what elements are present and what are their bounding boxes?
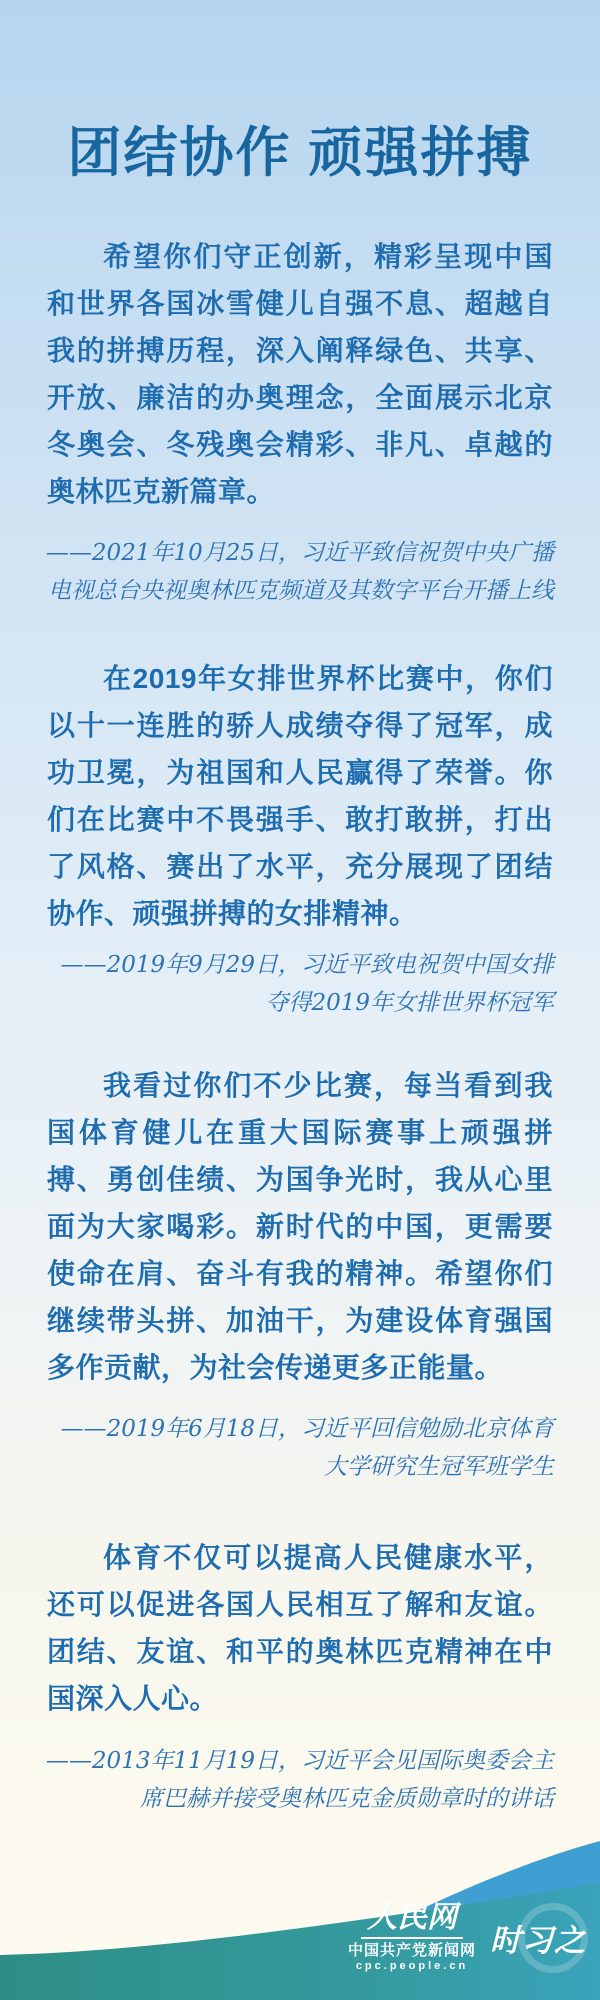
people-daily-script-logo: 人民网: [361, 1903, 463, 1939]
cpc-news-site-name: 中国共产党新闻网: [347, 1942, 476, 1959]
poster-title: 团结协作 顽强拼搏: [67, 123, 533, 184]
shixizhi-column-logo: [490, 1901, 590, 1974]
quote-attribution-4: ——2013年11月19日，习近平会见国际奥委会主席巴赫并接受奥林匹克金质勋章时的讲话: [45, 1748, 554, 1812]
quote-text-2: 在2019年女排世界杯比赛中，你们以十一连胜的骄人成绩夺得了冠军，成功卫冕，为祖国和人民赢得了荣誉。你们在比赛中不畏强手、敢打敢拼，打出了风格、赛出了水平，充分展现了团结协作、顽强拼搏的女排精神。: [47, 663, 553, 929]
footer-logos: [348, 1901, 590, 1974]
shixizhi-label: 时习之: [490, 1923, 586, 1958]
quote-text-1: 希望你们守正创新，精彩呈现中国和世界各国冰雪健儿自强不息、超越自我的拼搏历程，深入阐释绿色、共享、开放、廉洁的办奥理念，全面展示北京冬奥会、冬残奥会精彩、非凡、卓越的奥林匹克新篇章。: [47, 241, 553, 507]
people-daily-logo: [347, 1900, 476, 1972]
quote-attribution-2: ——2019年9月29日，习近平致电祝贺中国女排夺得2019年女排世界杯冠军: [60, 952, 554, 1016]
cpc-news-site-url: cpc.people.cn: [355, 1960, 469, 1972]
quote-attribution-1: ——2021年10月25日，习近平致信祝贺中央广播电视总台央视奥林匹克频道及其数字平台开播上线: [45, 540, 554, 604]
quote-text-3: 我看过你们不少比赛，每当看到我国体育健儿在重大国际赛事上顽强拼搏、勇创佳绩、为国争光时，我从心里面为大家喝彩。新时代的中国，更需要使命在肩、奋斗有我的精神。希望你们继续带头拼、加油干，为建设体育强国多作贡献，为社会传递更多正能量。: [47, 1070, 553, 1383]
quote-attribution-3: ——2019年6月18日，习近平回信勉励北京体育大学研究生冠军班学生: [60, 1416, 554, 1480]
quote-text-4: 体育不仅可以提高人民健康水平，还可以促进各国人民相互了解和友谊。团结、友谊、和平的奥林匹克精神在中国深入人心。: [47, 1542, 553, 1714]
